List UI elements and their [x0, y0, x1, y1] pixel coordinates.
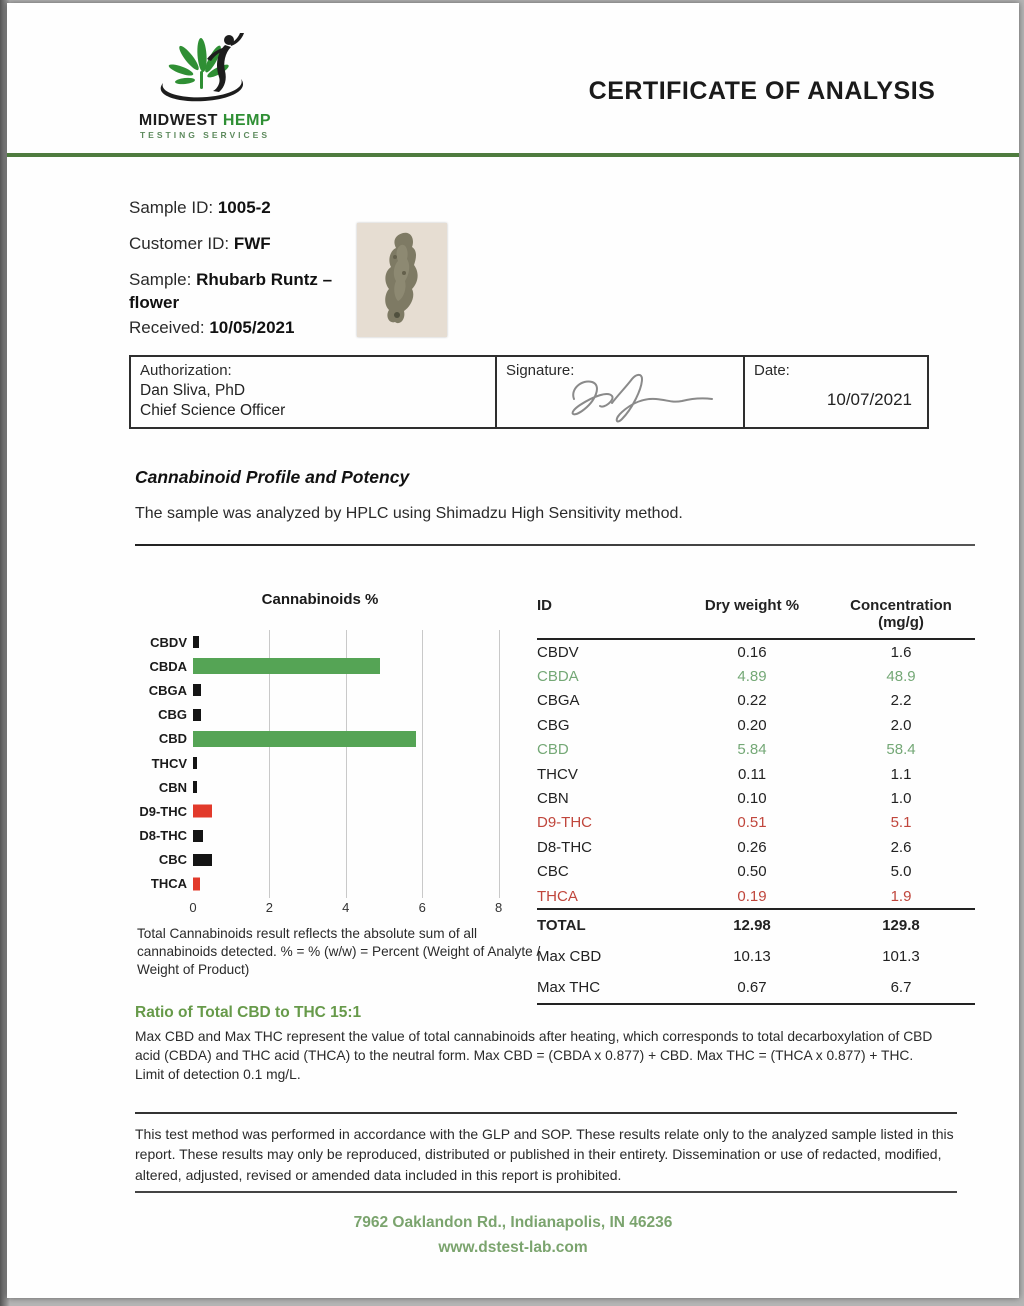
lab-logo [125, 31, 285, 140]
table-row [537, 713, 975, 737]
disclaimer-bottom-rule [135, 1191, 957, 1193]
chart-title: Cannabinoids % [261, 591, 379, 608]
customer-id-value: FWF [233, 233, 271, 253]
summary-cell-conc: 129.8 [882, 917, 920, 935]
chart-track [193, 751, 533, 775]
chart-track [193, 678, 533, 702]
chart-bar-THCA [193, 877, 200, 890]
table-row [537, 786, 975, 810]
table-cell-dry: 0.26 [737, 838, 767, 856]
chart-bar-THCV [193, 757, 197, 769]
footer-address: 7962 Oaklandon Rd., Indianapolis, IN 46236 [353, 1214, 673, 1231]
chart-track [193, 799, 533, 823]
table-cell-conc: 2.6 [890, 838, 912, 856]
section-divider [135, 544, 975, 546]
table-cell-conc: 58.4 [886, 741, 916, 759]
chart-bar-CBN [193, 781, 197, 793]
authorization-label: Authorization: [140, 362, 232, 379]
table-row [537, 689, 975, 713]
table-cell-conc: 5.1 [890, 814, 912, 832]
table-row [537, 811, 975, 835]
chart-track [193, 824, 533, 848]
chart-category-label: CBDV [150, 634, 187, 650]
date-label: Date: [754, 362, 790, 379]
chart-plot-area [135, 630, 537, 920]
summary-cell-conc: 6.7 [890, 979, 912, 997]
table-cell-conc: 1.6 [890, 643, 912, 661]
table-cell-id: THCV [537, 765, 578, 783]
results-table-header [537, 597, 975, 640]
table-cell-id: CBGA [537, 692, 580, 710]
chart-category-label: CBC [158, 852, 187, 868]
table-row [537, 860, 975, 884]
chart-row [135, 848, 537, 872]
table-cell-conc: 1.9 [890, 887, 912, 905]
chart-row [135, 678, 537, 702]
table-cell-id: D9-THC [537, 814, 592, 832]
table-cell-conc: 2.2 [890, 692, 912, 710]
table-row [537, 884, 975, 908]
chart-category-label: CBDA [149, 658, 187, 674]
chart-bar-CBDV [193, 636, 199, 648]
sample-info [129, 197, 379, 353]
x-axis-tick: 8 [494, 900, 503, 916]
table-cell-id: CBDV [537, 643, 579, 661]
chart-bar-CBG [193, 709, 201, 721]
table-cell-dry: 0.22 [737, 692, 767, 710]
sample-id-value: 1005-2 [217, 198, 271, 217]
table-cell-dry: 4.89 [737, 668, 767, 686]
x-axis-tick: 0 [189, 900, 197, 916]
chart-category-label: CBGA [148, 682, 187, 698]
table-summary-row [537, 972, 975, 1003]
page-title: CERTIFICATE OF ANALYSIS [588, 77, 936, 105]
table-cell-id: CBC [537, 863, 569, 881]
signature-label: Signature: [506, 362, 575, 379]
method-text: The sample was analyzed by HPLC using Shimadzu High Sensitivity method. [135, 505, 683, 522]
chart-track [193, 727, 533, 751]
chart-row [135, 727, 537, 751]
col-header-dry-weight: Dry weight % [704, 597, 800, 614]
logo-name-green: HEMP [222, 112, 272, 129]
summary-cell-dry: 0.67 [737, 979, 767, 997]
chart-row [135, 799, 537, 823]
signature-cell [497, 357, 745, 427]
table-row [537, 640, 975, 664]
date-value: 10/07/2021 [826, 389, 912, 409]
col-header-concentration: Concentration (mg/g) [850, 597, 952, 631]
ratio-text: Max CBD and Max THC represent the value of total cannabinoids after heating, which corresponds to total decarboxylation of CBD acid (CBDA) and THC acid (THCA) to the neutral form. Max CBD = (CBDA x 0.877) + CBD. Max THC = (THCA x 0.877) + THC. Limit of detection 0.1 mg/L. [135, 1029, 933, 1083]
chart-row [135, 630, 537, 654]
chart-track [193, 775, 533, 799]
hemp-leaf-logo-icon [145, 31, 265, 109]
signature-icon [552, 365, 727, 427]
chart-bar-D8-THC [193, 830, 203, 842]
results-table [537, 597, 975, 1005]
summary-cell-conc: 101.3 [882, 948, 920, 966]
table-cell-id: CBDA [537, 668, 579, 686]
table-cell-conc: 2.0 [890, 716, 912, 734]
table-cell-dry: 0.11 [737, 765, 767, 783]
summary-cell-id: Max CBD [537, 948, 602, 966]
table-cell-dry: 0.16 [737, 643, 767, 661]
section-heading: Cannabinoid Profile and Potency [135, 467, 410, 487]
document-page [7, 3, 1019, 1298]
cannabinoids-bar-chart [135, 591, 537, 920]
chart-track [193, 630, 533, 654]
chart-row [135, 824, 537, 848]
table-cell-dry: 0.50 [737, 863, 767, 881]
table-cell-conc: 48.9 [886, 668, 916, 686]
sample-photo [357, 223, 447, 337]
date-cell [745, 357, 927, 427]
table-cell-id: CBG [537, 716, 570, 734]
chart-bar-D9-THC [193, 805, 212, 818]
table-cell-dry: 0.51 [737, 814, 767, 832]
chart-track [193, 872, 533, 896]
table-cell-id: CBD [537, 741, 569, 759]
chart-bar-CBGA [193, 684, 201, 696]
sample-name-value: Rhubarb Runtz – flower [129, 269, 333, 312]
received-line: Received: 10/05/2021 [129, 317, 295, 337]
chart-track [193, 848, 533, 872]
sample-id-line: Sample ID: 1005-2 [129, 198, 271, 217]
table-bottom-rule [537, 1003, 975, 1005]
table-summary-row [537, 910, 975, 941]
flower-sample-image [357, 223, 447, 337]
table-row [537, 664, 975, 688]
chart-bar-CBD [193, 731, 416, 747]
sample-name-line: Sample: Rhubarb Runtz – flower [129, 269, 333, 312]
chart-row [135, 872, 537, 896]
chart-row [135, 654, 537, 678]
chart-category-label: D9-THC [139, 803, 187, 819]
disclaimer-text: This test method was performed in accordance with the GLP and SOP. These results relate only to the analyzed sample listed in this report. These results may only be reproduced, distributed or published in their entirety. Dissemination or use of redacted, modified, altered, adjusted, revised or amended data included in this report is prohibited. [135, 1126, 954, 1183]
chart-category-label: CBG [158, 707, 187, 723]
chart-category-label: CBD [158, 731, 187, 747]
table-cell-dry: 0.10 [737, 790, 767, 808]
chart-track [193, 654, 533, 678]
received-date-value: 10/05/2021 [209, 317, 295, 337]
table-cell-id: CBN [537, 790, 569, 808]
summary-cell-dry: 10.13 [733, 948, 771, 966]
summary-cell-dry: 12.98 [733, 917, 771, 935]
table-row [537, 762, 975, 786]
authorization-cell [131, 357, 497, 427]
disclaimer-top-rule [135, 1112, 957, 1114]
footer [113, 1211, 913, 1261]
col-header-id: ID [537, 597, 552, 614]
chart-row [135, 703, 537, 727]
chart-note: Total Cannabinoids result reflects the absolute sum of all cannabinoids detected. % = % (w/w) = Percent (Weight of Analyte / Weight of Product) [137, 926, 541, 977]
table-cell-id: D8-THC [537, 838, 592, 856]
table-summary-row [537, 941, 975, 972]
ratio-heading: Ratio of Total CBD to THC 15:1 [135, 1004, 362, 1021]
logo-subtitle: TESTING SERVICES [139, 130, 271, 140]
chart-category-label: D8-THC [139, 828, 187, 844]
logo-wordmark [125, 112, 285, 130]
x-axis-tick: 2 [265, 900, 274, 916]
chart-row [135, 751, 537, 775]
table-cell-conc: 1.0 [890, 790, 912, 808]
chart-bar-CBDA [193, 658, 380, 674]
table-row [537, 835, 975, 859]
chart-category-label: THCA [150, 876, 187, 892]
footer-website: www.dstest-lab.com [438, 1238, 588, 1256]
x-axis-tick: 4 [342, 900, 350, 916]
chart-category-label: THCV [151, 755, 187, 771]
customer-id-line: Customer ID: FWF [129, 233, 271, 253]
chart-x-axis [189, 900, 533, 920]
table-cell-dry: 0.20 [737, 716, 767, 734]
header-divider [7, 153, 1019, 157]
table-cell-dry: 5.84 [737, 741, 767, 759]
chart-row [135, 775, 537, 799]
chart-category-label: CBN [158, 779, 187, 795]
authorization-table [129, 355, 929, 429]
table-cell-id: THCA [537, 887, 578, 905]
x-axis-tick: 6 [418, 900, 426, 916]
table-row [537, 738, 975, 762]
chart-track [193, 703, 533, 727]
logo-name-black: MIDWEST [138, 112, 218, 129]
table-cell-conc: 5.0 [890, 863, 912, 881]
table-cell-dry: 0.19 [737, 887, 767, 905]
summary-cell-id: Max THC [537, 979, 601, 997]
authorizer-name: Dan Sliva, PhD [140, 381, 246, 399]
table-cell-conc: 1.1 [890, 765, 912, 783]
chart-bar-CBC [193, 854, 212, 866]
authorizer-title: Chief Science Officer [140, 401, 286, 419]
summary-cell-id: TOTAL [537, 917, 586, 935]
